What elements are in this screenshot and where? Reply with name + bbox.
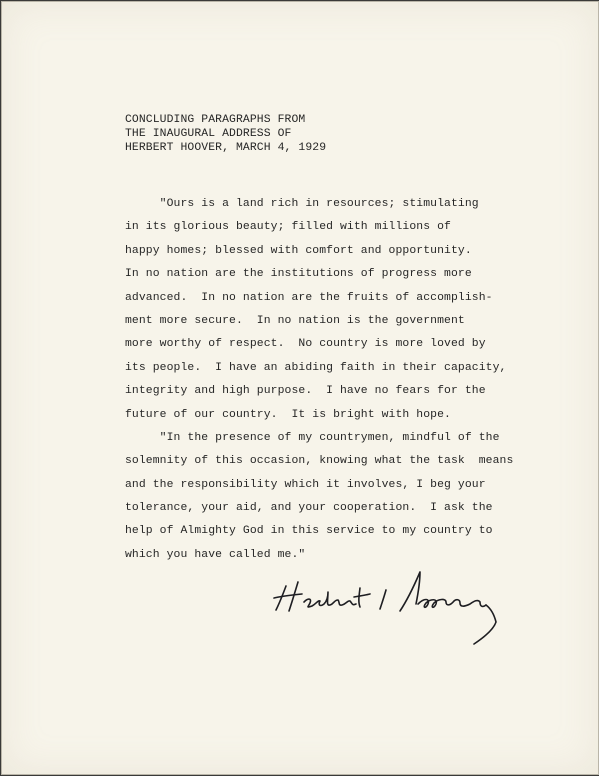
text-line: in its glorious beauty; filled with millions of: [125, 221, 451, 234]
text-line: happy homes; blessed with comfort and opportunity.: [125, 244, 472, 257]
handwritten-signature: [268, 564, 508, 646]
signature-strokes: [274, 572, 496, 644]
text-line: future of our country. It is bright with hope.: [125, 408, 451, 421]
text-line: solemnity of this occasion, knowing what the task means: [125, 455, 514, 468]
heading-line: CONCLUDING PARAGRAPHS FROM: [125, 114, 306, 126]
document-heading: [125, 113, 326, 155]
text-line: more worthy of respect. No country is more loved by: [125, 338, 486, 351]
text-line: "In the presence of my countrymen, mindful of the: [125, 431, 500, 444]
text-line: and the responsibility which it involves, I beg your: [125, 478, 486, 491]
text-line: tolerance, your aid, and your cooperation. I ask the: [125, 502, 493, 515]
text-line: its people. I have an abiding faith in their capacity,: [125, 361, 507, 374]
heading-line: THE INAUGURAL ADDRESS OF: [125, 128, 292, 140]
document-page: [1, 1, 599, 775]
text-line: "Ours is a land rich in resources; stimulating: [125, 198, 479, 210]
text-line: help of Almighty God in this service to my country to: [125, 525, 493, 538]
text-line: ment more secure. In no nation is the government: [125, 314, 465, 327]
text-line: In no nation are the institutions of progress more: [125, 268, 472, 281]
text-line: integrity and high purpose. I have no fears for the: [125, 385, 486, 398]
address-text: [125, 193, 513, 567]
text-line: advanced. In no nation are the fruits of accomplish-: [125, 291, 493, 304]
text-line: which you have called me.": [125, 548, 306, 561]
heading-line: HERBERT HOOVER, MARCH 4, 1929: [125, 142, 327, 154]
